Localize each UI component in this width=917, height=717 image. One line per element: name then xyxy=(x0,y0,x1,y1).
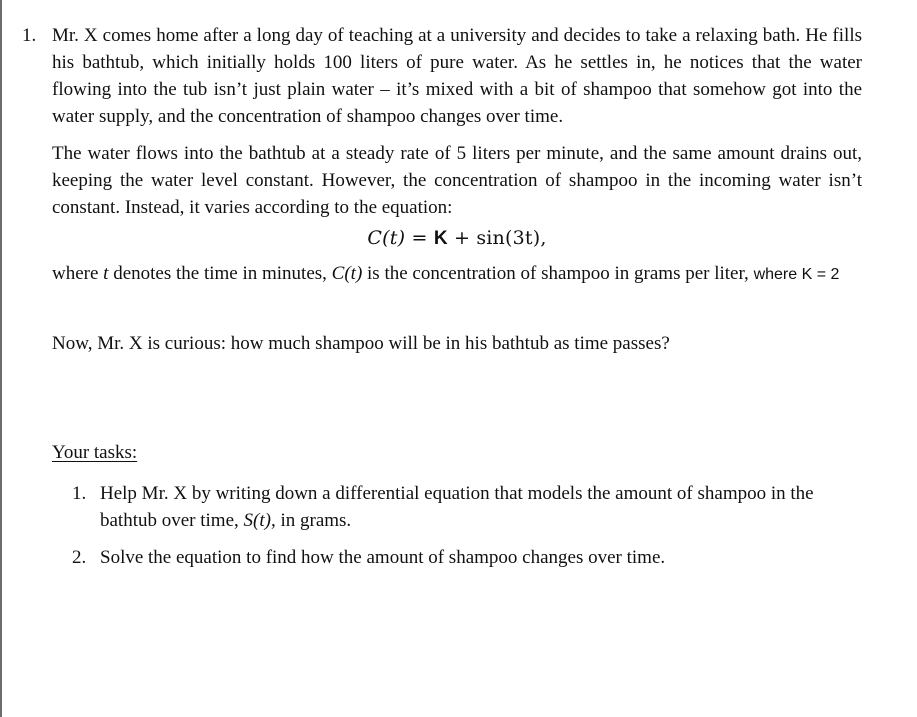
where-text-b: denotes the time in minutes, xyxy=(108,263,332,284)
document xyxy=(22,22,862,581)
equation-rhs: + sin(3t), xyxy=(447,227,547,249)
task-number: 2. xyxy=(72,547,87,568)
where-k-note: where K = 2 xyxy=(753,266,840,283)
tasks-heading: Your tasks: xyxy=(52,442,138,463)
task-text-a: Solve the equation to find how the amount of shampoo changes over time. xyxy=(100,547,666,568)
equation-lhs: C(t) = xyxy=(367,227,434,249)
task-text-b: , in grams. xyxy=(270,510,352,531)
left-border-rule xyxy=(0,0,2,717)
where-ct: C(t) xyxy=(331,263,363,284)
task-text-a: Help Mr. X by writing down a differential equation that models the amount of shampoo in the bathtub over time, xyxy=(100,483,814,531)
problem-body xyxy=(52,22,862,581)
curious-paragraph: Now, Mr. X is curious: how much shampoo will be in his bathtub as time passes? xyxy=(52,333,670,354)
task-text xyxy=(100,480,862,534)
flow-paragraph: The water flows into the bathtub at a steady rate of 5 liters per minute, and the same amount drains out, keeping the water level constant. However, the concentration of shampoo in the incoming water isn’t constant. Instead, it varies according to the equation: xyxy=(52,143,862,218)
task-text xyxy=(100,544,862,571)
where-paragraph xyxy=(52,260,862,288)
equation-k: K xyxy=(433,228,448,249)
task-number: 1. xyxy=(72,483,87,504)
task-item-1 xyxy=(52,480,862,534)
task-list xyxy=(52,480,862,571)
where-text-a: where xyxy=(52,263,104,284)
problem-number: 1. xyxy=(22,25,37,46)
concentration-equation xyxy=(52,225,862,252)
intro-paragraph: Mr. X comes home after a long day of teaching at a university and decides to take a relaxing bath. He fills his bathtub, which initially holds 100 liters of pure water. As he settles in, he notices that the water flowing into the tub isn’t just plain water – it’s mixed with a bit of shampoo that somehow got into the water supply, and the concentration of shampoo changes over time. xyxy=(52,25,862,127)
task-math: S(t) xyxy=(243,510,271,531)
where-text-c: is the concentration of shampoo in grams per liter, xyxy=(362,263,754,284)
task-item-2 xyxy=(52,544,862,571)
problem-1 xyxy=(22,22,862,581)
where-t: t xyxy=(103,263,109,284)
